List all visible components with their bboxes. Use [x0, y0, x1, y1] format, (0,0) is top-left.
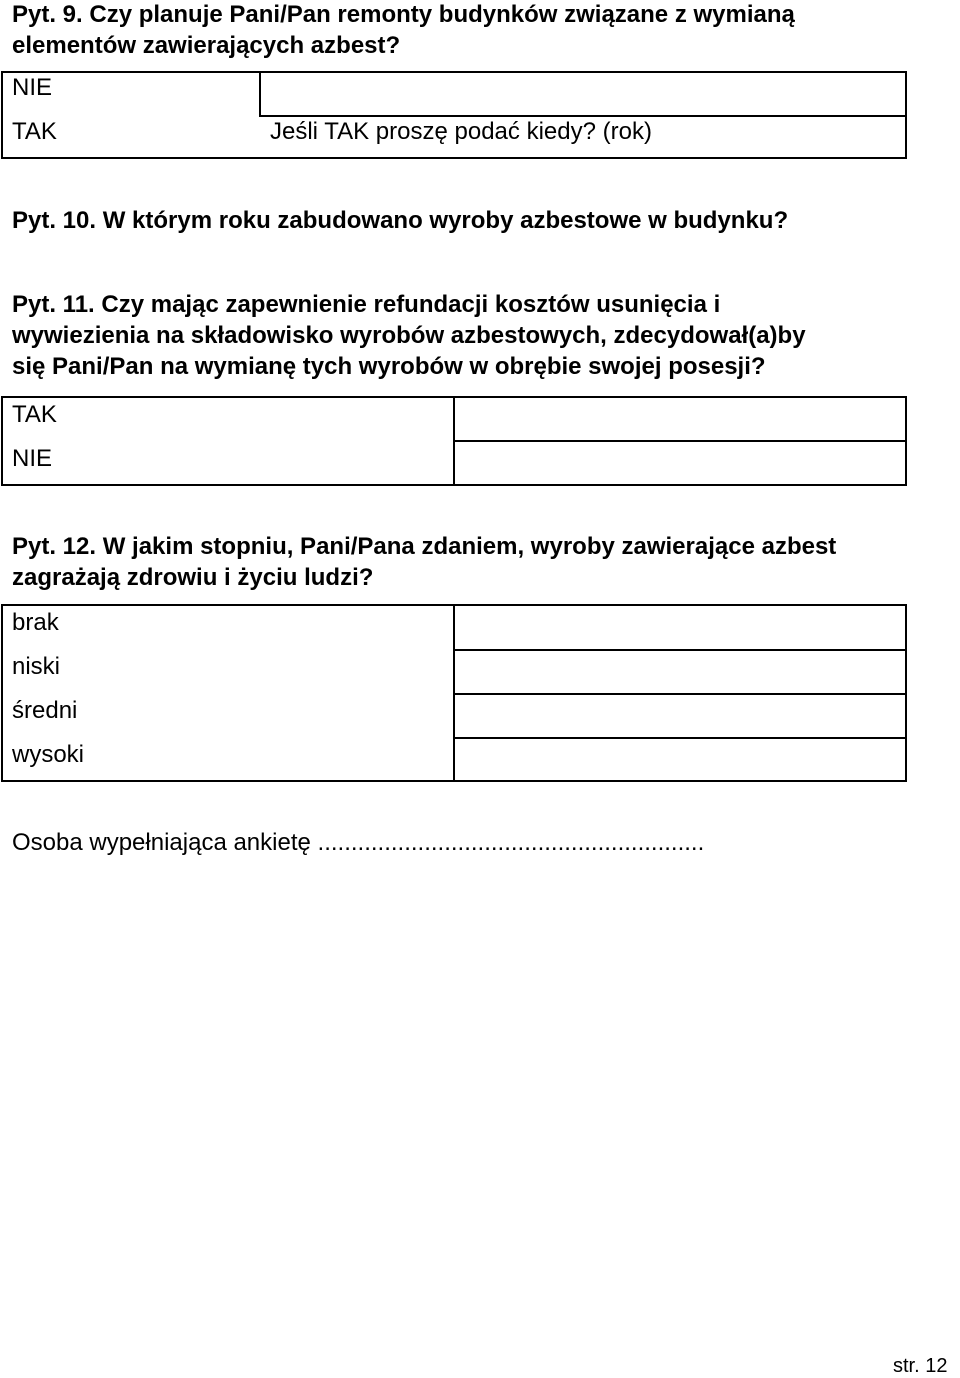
question-10-text: [12, 205, 788, 236]
question-11-line-2: wywiezienia na składowisko wyrobów azbestowych, zdecydował(a)by: [12, 322, 806, 349]
question-12-line-1: Pyt. 12. W jakim stopniu, Pani/Pana zdaniem, wyroby zawierające azbest: [12, 533, 837, 560]
question-11-line-3: się Pani/Pan na wymianę tych wyrobów w obrębie swojej posesji?: [12, 353, 766, 380]
q12-answer-table: [1, 604, 907, 782]
q12-option-brak: brak: [12, 609, 59, 636]
page-number: str. 12: [893, 1355, 948, 1377]
question-10-line-1: Pyt. 10. W którym roku zabudowano wyroby azbestowe w budynku?: [12, 207, 789, 234]
q9-followup-label: Jeśli TAK proszę podać kiedy? (rok): [270, 118, 652, 145]
respondent-signature-line: Osoba wypełniająca ankietę ..........................................................: [12, 829, 705, 856]
question-11-text: [12, 289, 806, 382]
q9-nie-answer-cell[interactable]: [259, 73, 907, 115]
question-9-text: [12, 0, 795, 61]
question-12-text: [12, 531, 836, 593]
q12-option-niski: niski: [12, 653, 61, 680]
q12-sredni-answer-cell[interactable]: [455, 695, 907, 737]
q12-option-sredni: średni: [12, 697, 78, 724]
q9-option-nie: NIE: [12, 74, 53, 101]
q11-option-nie: NIE: [12, 445, 53, 472]
question-9-line-2: elementów zawierających azbest?: [12, 32, 401, 59]
question-9-line-1: Pyt. 9. Czy planuje Pani/Pan remonty budynków związane z wymianą: [12, 1, 795, 28]
q12-option-wysoki: wysoki: [12, 741, 85, 768]
q11-answer-table: [1, 396, 907, 486]
q11-nie-answer-cell[interactable]: [455, 442, 907, 484]
q11-tak-answer-cell[interactable]: [455, 398, 907, 440]
q12-wysoki-answer-cell[interactable]: [455, 739, 907, 780]
q9-option-tak: TAK: [12, 118, 57, 145]
question-11-line-1: Pyt. 11. Czy mając zapewnienie refundacji kosztów usunięcia i: [12, 291, 721, 318]
q12-brak-answer-cell[interactable]: [455, 606, 907, 649]
question-12-line-2: zagrażają zdrowiu i życiu ludzi?: [12, 564, 374, 591]
q11-option-tak: TAK: [12, 401, 57, 428]
q12-niski-answer-cell[interactable]: [455, 651, 907, 693]
